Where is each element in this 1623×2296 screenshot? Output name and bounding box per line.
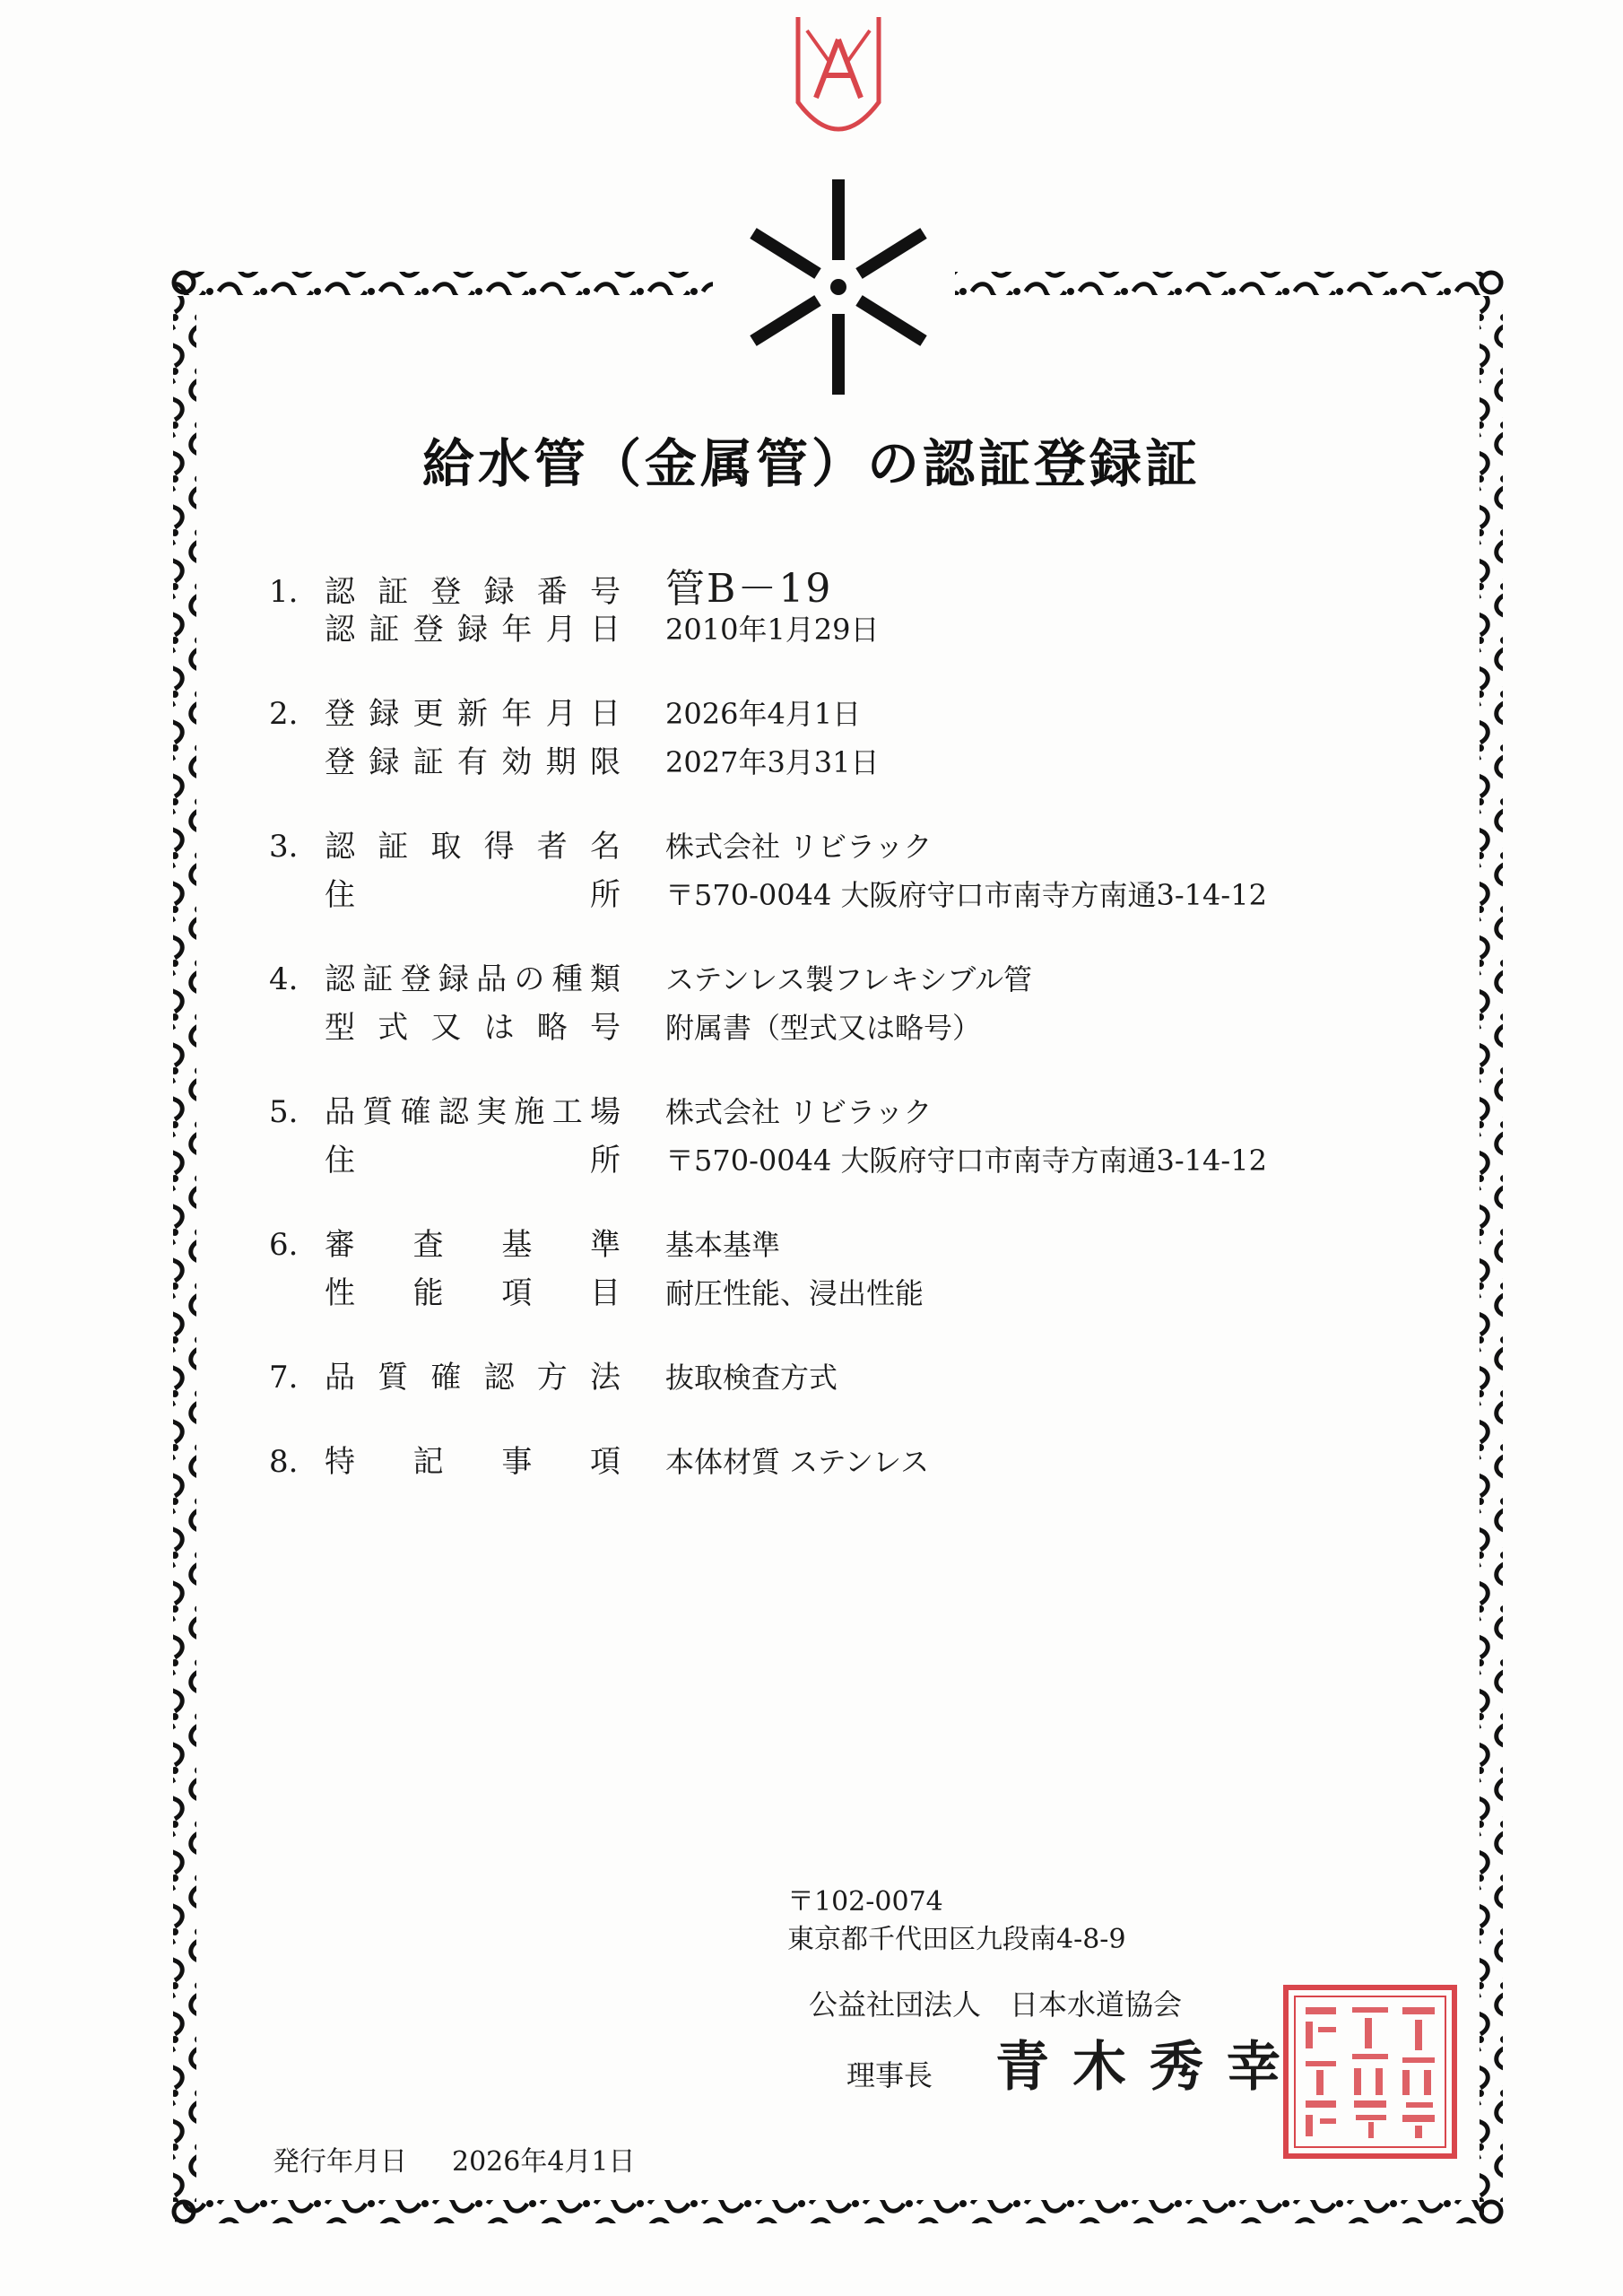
item-value: 耐圧性能、浸出性能 <box>665 1276 924 1310</box>
item-label: 認 証 登 録 番 号 <box>325 574 621 610</box>
issue-date-value: 2026年4月1日 <box>452 2146 636 2178</box>
item-value: 株式会社 リビラック <box>665 830 933 864</box>
item-value: 管B－19 <box>665 566 833 612</box>
item-value: 株式会社 リビラック <box>665 1095 933 1129</box>
item-label: 登 録 更 新 年 月 日 <box>325 696 621 732</box>
item-label: 品 質 確 認 方 法 <box>325 1360 621 1396</box>
certificate-item <box>269 689 1435 786</box>
item-label: 品 質 確 認 実 施 工 場 <box>325 1094 621 1130</box>
issuer-postal: 〒102-0074 <box>787 1886 943 1918</box>
item-row <box>269 954 1435 1003</box>
certificate-item <box>269 1087 1435 1184</box>
certificate-item <box>269 1220 1435 1317</box>
certificate-item <box>269 1437 1435 1485</box>
item-value: 2026年4月1日 <box>665 697 862 731</box>
item-number: 8. <box>269 1444 299 1480</box>
item-label: 登 録 証 有 効 期 限 <box>325 744 621 780</box>
item-row <box>269 1220 1435 1268</box>
item-label: 性 能 項 目 <box>325 1275 621 1311</box>
item-row <box>269 556 1435 612</box>
item-label: 認 証 取 得 者 名 <box>325 829 621 865</box>
item-number: 4. <box>269 961 299 997</box>
item-row <box>269 737 1435 786</box>
item-label: 特 記 事 項 <box>325 1444 621 1480</box>
item-value: 基本基準 <box>665 1228 781 1262</box>
item-number: 7. <box>269 1360 299 1396</box>
item-label: 型 式 又 は 略 号 <box>325 1010 621 1046</box>
chair-name: 青木秀幸 <box>995 2036 1305 2099</box>
certificate-title: 給水管（金属管）の認証登録証 <box>421 433 1201 494</box>
item-value: 抜取検査方式 <box>665 1361 838 1395</box>
certificate-item <box>269 556 1435 653</box>
issue-date-label: 発行年月日 <box>273 2146 407 2178</box>
item-row <box>269 1352 1435 1401</box>
official-seal-stamp <box>1280 1982 1460 2161</box>
item-number: 1. <box>269 574 299 610</box>
certificate-items <box>269 556 1435 1521</box>
issue-date-line <box>273 2139 636 2179</box>
item-label: 住 所 <box>325 877 621 913</box>
item-value: 附属書（型式又は略号） <box>665 1011 982 1045</box>
item-number: 6. <box>269 1227 299 1263</box>
item-number: 3. <box>269 829 299 865</box>
item-value: 2027年3月31日 <box>665 745 880 779</box>
certificate-item <box>269 954 1435 1051</box>
item-row <box>269 604 1435 653</box>
issuer-organization: 公益社団法人 日本水道協会 <box>809 1987 1183 2022</box>
item-number: 5. <box>269 1094 299 1130</box>
item-label: 住 所 <box>325 1143 621 1178</box>
item-value: ステンレス製フレキシブル管 <box>665 962 1033 996</box>
item-label: 認 証 登 録 品 の 種 類 <box>325 961 621 997</box>
item-value: 〒570-0044 大阪府守口市南寺方南通3-14-12 <box>665 878 1267 912</box>
item-row <box>269 822 1435 870</box>
item-row <box>269 1268 1435 1317</box>
issuer-chair <box>846 2036 1305 2099</box>
item-number: 2. <box>269 696 299 732</box>
item-row <box>269 870 1435 918</box>
item-value: 本体材質 ステンレス <box>665 1445 930 1479</box>
item-label: 認 証 登 録 年 月 日 <box>325 612 621 648</box>
issuer-address: 東京都千代田区九段南4-8-9 <box>787 1924 1126 1955</box>
certificate-item <box>269 1352 1435 1401</box>
item-value: 2010年1月29日 <box>665 613 880 647</box>
top-seal-stamp <box>789 13 888 147</box>
emblem-icon <box>735 175 942 399</box>
item-row <box>269 1087 1435 1135</box>
chair-title: 理事長 <box>846 2058 933 2092</box>
item-row <box>269 1003 1435 1051</box>
item-row <box>269 1135 1435 1184</box>
item-label: 審 査 基 準 <box>325 1227 621 1263</box>
certificate-item <box>269 822 1435 918</box>
item-row <box>269 1437 1435 1485</box>
item-row <box>269 689 1435 737</box>
item-value: 〒570-0044 大阪府守口市南寺方南通3-14-12 <box>665 1144 1267 1178</box>
issuer-block <box>787 1883 1305 2099</box>
